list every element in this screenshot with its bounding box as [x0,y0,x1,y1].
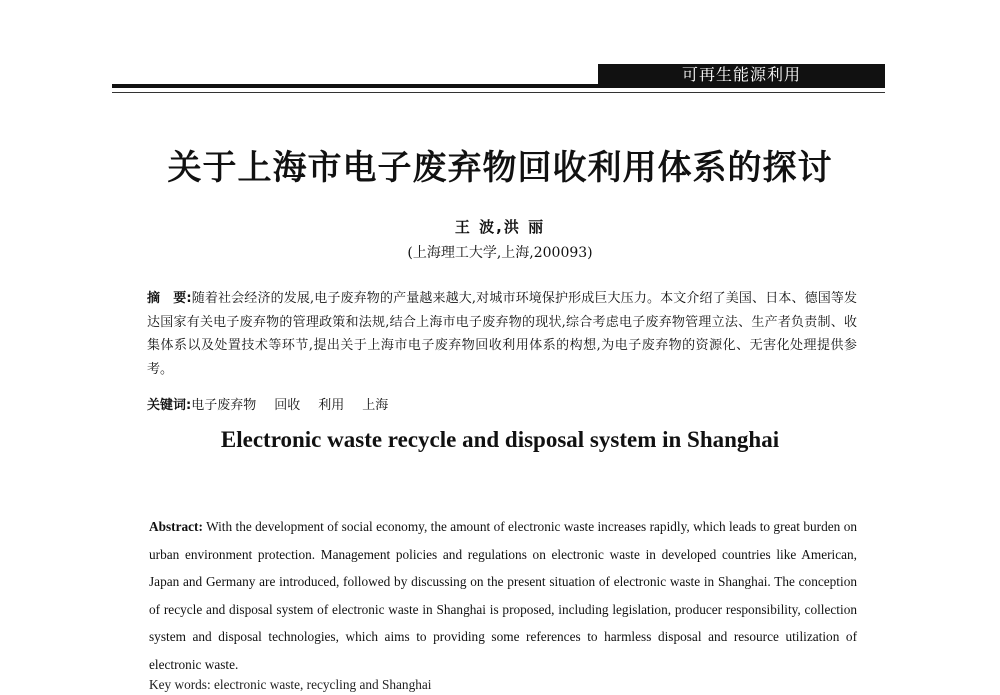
paper-title-en: Electronic waste recycle and disposal system in Shanghai [220,427,780,452]
affiliation: (上海理工大学,上海,200093) [407,245,593,261]
keyword-cn: 利用 [318,398,345,413]
abstract-en [149,513,857,678]
paper-title-cn: 关于上海市电子废弃物回收利用体系的探讨 [167,148,833,188]
authors: 王 波,洪 丽 [454,218,546,236]
abstract-cn-label: 摘 要: [147,291,192,306]
abstract-en-label: Abstract: [149,519,203,534]
keywords-cn [147,396,857,416]
abstract-cn-text: 随着社会经济的发展,电子废弃物的产量越来越大,对城市环境保护形成巨大压力。本文介绍了美国、日本、德国等发达国家有关电子废弃物的管理政策和法规,结合上海市电子废弃物的现状,综合考虑电子废弃物管理立法、生产者负责制、收集体系以及处置技术等环节,提出关于上海市电子废弃物回收利用体系的构想,为电子废弃物的资源化、无害化处理提供参考。 [147,291,858,377]
header-rule-thin [112,92,885,93]
section-tag: 可再生能源利用 [598,64,885,86]
keyword-cn: 回收 [274,398,301,413]
abstract-en-text: With the development of social economy, the amount of electronic waste increases rapidly, which leads to great burden on urban environment protection. Management policies and regulations on electronic waste in developed countries like American, Japan and Germany are introduced, followed by discussing on the present situation of electronic waste in Shanghai. The conception of recycle and disposal system of electronic waste in Shanghai is proposed, including legislation, producer responsibility, collection system and disposal technologies, which aims to providing some references to harmless disposal and resource utilization of electronic waste. [149,519,857,672]
keyword-cn: 电子废弃物 [191,398,257,413]
keywords-en-partial: Key words: electronic waste, recycling and Shanghai [149,677,432,692]
keywords-cn-label: 关键词: [147,398,192,413]
keyword-cn: 上海 [362,398,389,413]
abstract-cn [147,287,857,381]
